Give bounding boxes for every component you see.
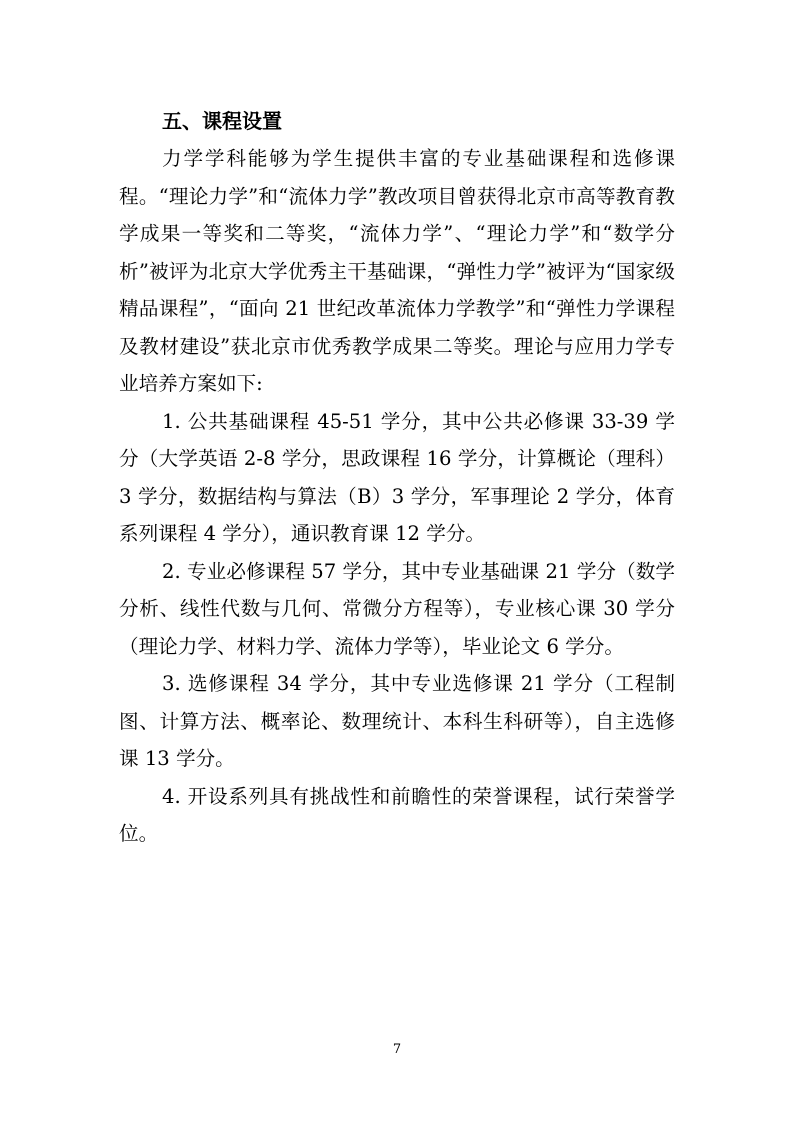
- list-item: 2. 专业必修课程 57 学分，其中专业基础课 21 学分（数学分析、线性代数与几何、常微分方程等），专业核心课 30 学分（理论力学、材料力学、流体力学等），毕业论文 6 学分。: [119, 559, 675, 658]
- list-item: 4. 开设系列具有挑战性和前瞻性的荣誉课程，试行荣誉学位。: [119, 784, 675, 845]
- list-item: 3. 选修课程 34 学分，其中专业选修课 21 学分（工程制图、计算方法、概率论、数理统计、本科生科研等），自主选修课 13 学分。: [119, 672, 675, 770]
- section-body: [119, 102, 675, 853]
- list-item: 1. 公共基础课程 45-51 学分，其中公共必修课 33-39 学分（大学英语 2-8 学分，思政课程 16 学分，计算概论（理科）3 学分，数据结构与算法（B）3 学分，军事理论 2 学分，体育系列课程 4 学分），通识教育课 12 学分。: [119, 409, 675, 545]
- intro-paragraph: 力学学科能够为学生提供丰富的专业基础课程和选修课程。“理论力学”和“流体力学”教改项目曾获得北京市高等教育教学成果一等奖和二等奖，“流体力学”、“理论力学”和“数学分析”被评为北京大学优秀主干基础课，“弹性力学”被评为“国家级精品课程”，“面向 21 世纪改革流体力学教学”和“弹性力学课程及教材建设”获北京市优秀教学成果二等奖。理论与应用力学专业培养方案如下:: [119, 147, 675, 395]
- section-heading: 五、课程设置: [162, 109, 282, 133]
- page-number: 7: [392, 1042, 402, 1057]
